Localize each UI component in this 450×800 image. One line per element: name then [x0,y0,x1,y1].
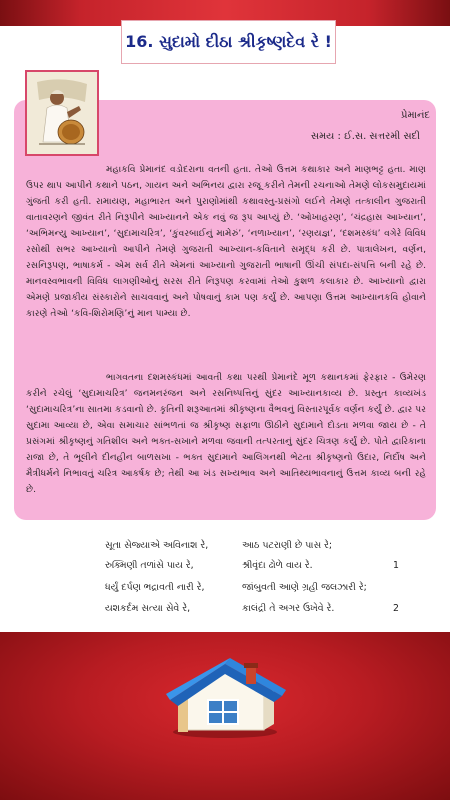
verse-number: 1 [393,560,399,571]
intro-paragraph: મહાકવિ પ્રેમાનંદ વડોદરાના વતની હતા. તેઓ ઉત્તમ કથાકાર અને માણભટ્ટ હતા. માણ ઉપર થાપ આપીને કથાને પઠન, ગાયન અને અભિનય દ્વારા રજૂ કરીને તેમની રચનાઓ તેમણે લોકસમુદાયમાં ગુંજતી કરી હતી. રામાયણ, મહાભારત અને પુરાણોમાંથી કથાવસ્તુ-પ્રસંગો લઈને તેમણે તત્કાલીન ગુજરાતી વાતાવરણને જીવંત રીતે નિરૂપીને આખ્યાનને એક નવું જ રૂપ આપ્યું છે. ‘ઓખાહરણ’, ‘ચંદ્રહાસ આખ્યાન’, ‘અભિમન્યુ આખ્યાન’, ‘સુદામાચરિત્ર’, ‘કુંવરબાઈનું મામેરું’, ‘નળાખ્યાન’, ‘રણયજ્ઞ’, ‘દશમસ્કંધ’ વગેરે વિવિધ રસોથી સભર આખ્યાનો આપીને તેમણે ગુજરાતી આખ્યાન-કવિતાને સમૃદ્ધ કરી છે. પાત્રાલેખન, વર્ણન, રસનિરૂપણ, ભાષાકર્મ - એમ સર્વ રીતે એમનાં આખ્યાનો ગુજરાતી ભાષાની ઊંચી સંપદા-સંપત્તિ બની રહે છે. માનવસ્વભાવની વિવિધ લાગણીઓનું સરસ રીતે નિરૂપણ કરવામાં તેઓ કુશળ કલાકાર છે. આખ્યાનો દ્વારા એમણે પ્રજાકીય સંસ્કારોને સાચવવાનું અને પોષવાનું કામ પણ કર્યું છે. આપણા ઉત્તમ આખ્યાનકવિ હોવાને કારણે તેઓ ‘કવિ-શિરોમણિ’નું માન પામ્યા છે. [26,164,426,319]
verse-line [105,560,399,571]
verse-line [105,603,399,614]
chapter-title: 16. સુદામો દીઠા શ્રીકૃષ્ણદેવ રે ! [125,32,332,51]
verse-number: 2 [393,603,399,614]
poet-portrait-image [25,70,99,156]
verse-second-half: જાંબુવતી આણે ગ્રહી જલઝારી રે; [241,582,367,593]
verse-second-half: શ્રીવૃંદા ઢોળે વાય રે. [241,560,313,571]
verse-line [105,582,399,593]
verse-second-half: કાલંદ્રી તે અગર ઉખેવે રે. [241,603,335,614]
verse-first-half: રુક્મિણી તળાંસે પાય રે, [105,560,194,571]
verse-first-half: ધર્યું દર્પણ ભદ્રાવતી નારી રે, [105,582,205,593]
verse-first-half: સૂતા સેજ્યાએ અવિનાશ રે, [105,540,209,551]
verse-first-half: યશકર્દમ સત્યા સેવે રે, [105,603,191,614]
summary-paragraph: ભાગવતના દશમસ્કંધમાં આવતી કથા પરથી પ્રેમાનંદે મૂળ કથાનકમાં ફેરફાર - ઉમેરણ કરીને રચેલું ‘સુદામાચરિત્ર’ જનમનરંજન અને રસનિષ્પત્તિનું સુંદર આખ્યાનકાવ્ય છે. પ્રસ્તુત કાવ્યખંડ ‘સુદામાચરિત્ર’ના સાતમા કડવાનો છે. કૃતિની શરૂઆતમાં શ્રીકૃષ્ણના વૈભવનું વિસ્તારપૂર્વક વર્ણન કર્યું છે. દ્વાર પર સુદામા આવ્યા છે, એવા સમાચાર સાંભળતાં જ શ્રીકૃષ્ણ સફાળા ઊઠીને સુદામાને દોડતા મળવા જાય છે - તે પ્રસંગમાં શ્રીકૃષ્ણનું ગતિશીલ અને ભક્ત-સખાને મળવા જવાની તત્પરતાનું સુંદર ચિત્રણ કર્યું છે. પોતે દ્વારિકાના રાજા છે, તે ભૂલીને દીનહીન બાળસખા - ભક્ત સુદામાને આલિંગનથી ભેટતા શ્રીકૃષ્ણનો ઉદાર, નિર્દોષ અને મૈત્રીધર્મને નિભાવતું ચરિત્ર આકર્ષક છે; તેથી આ ખંડ સખ્યભાવ અને આતિથ્યભાવનાનું ઉત્તમ કાવ્ય બની રહે છે. [26,372,426,495]
verse-second-half: આઠ પટરાણી છે પાસ રે; [241,540,333,551]
author-name: પ્રેમાનંદ [400,110,430,121]
verse-line [105,540,399,551]
home-icon [150,650,300,740]
chapter-title-box [121,20,336,64]
author-era: સમય : ઈ.સ. સત્તરમી સદી [311,131,420,142]
home-button[interactable] [150,650,300,740]
